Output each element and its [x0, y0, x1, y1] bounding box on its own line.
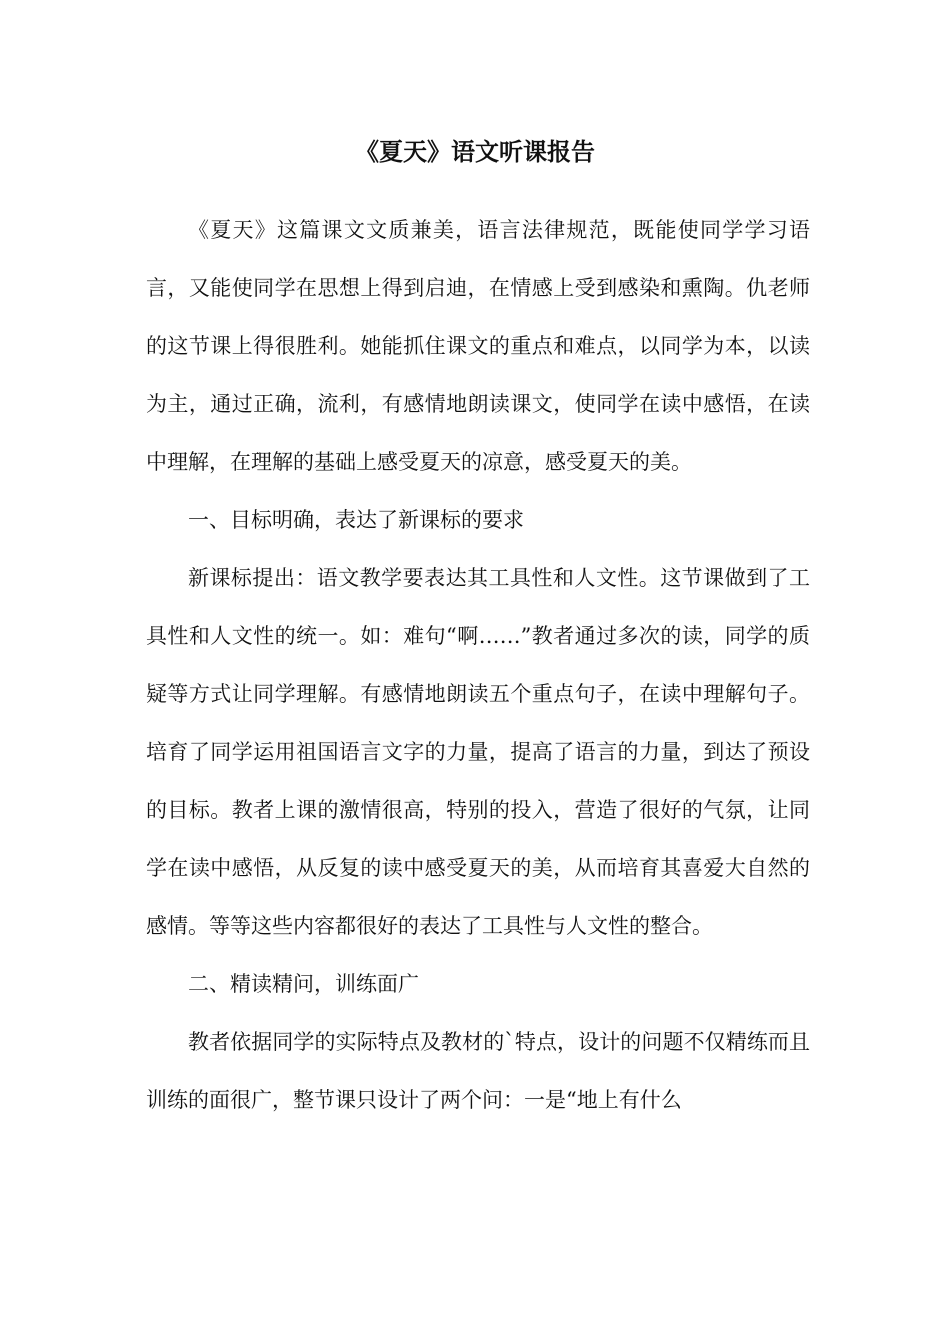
paragraph-intro: 《夏天》这篇课文文质兼美，语言法律规范，既能使同学学习语言，又能使同学在思想上得到启迪，在情感上受到感染和熏陶。仇老师的这节课上得很胜利。她能抓住课文的重点和难点，以同学为本，以读为主，通过正确，流利，有感情地朗读课文，使同学在读中感悟，在读中理解，在理解的基础上感受夏天的凉意，感受夏天的美。	[146, 218, 810, 474]
document-title: 《夏天》语文听课报告	[355, 137, 595, 166]
document-body	[146, 201, 810, 1129]
section-heading-1: 一、目标明确，表达了新课标的要求	[188, 508, 524, 532]
section-heading-2: 二、精读精问，训练面广	[188, 972, 419, 996]
paragraph-section-2: 教者依据同学的实际特点及教材的`特点，设计的问题不仅精练而且训练的面很广，整节课只设计了两个问：一是“地上有什么	[146, 1030, 810, 1112]
paragraph-section-1: 新课标提出：语文教学要表达其工具性和人文性。这节课做到了工具性和人文性的统一。如：难句“啊……”教者通过多次的读，同学的质疑等方式让同学理解。有感情地朗读五个重点句子，在读中理解句子。培育了同学运用祖国语言文字的力量，提高了语言的力量，到达了预设的目标。教者上课的激情很高，特别的投入，营造了很好的气氛，让同学在读中感悟，从反复的读中感受夏天的美，从而培育其喜爱大自然的感情。等等这些内容都很好的表达了工具性与人文性的整合。	[146, 566, 810, 938]
